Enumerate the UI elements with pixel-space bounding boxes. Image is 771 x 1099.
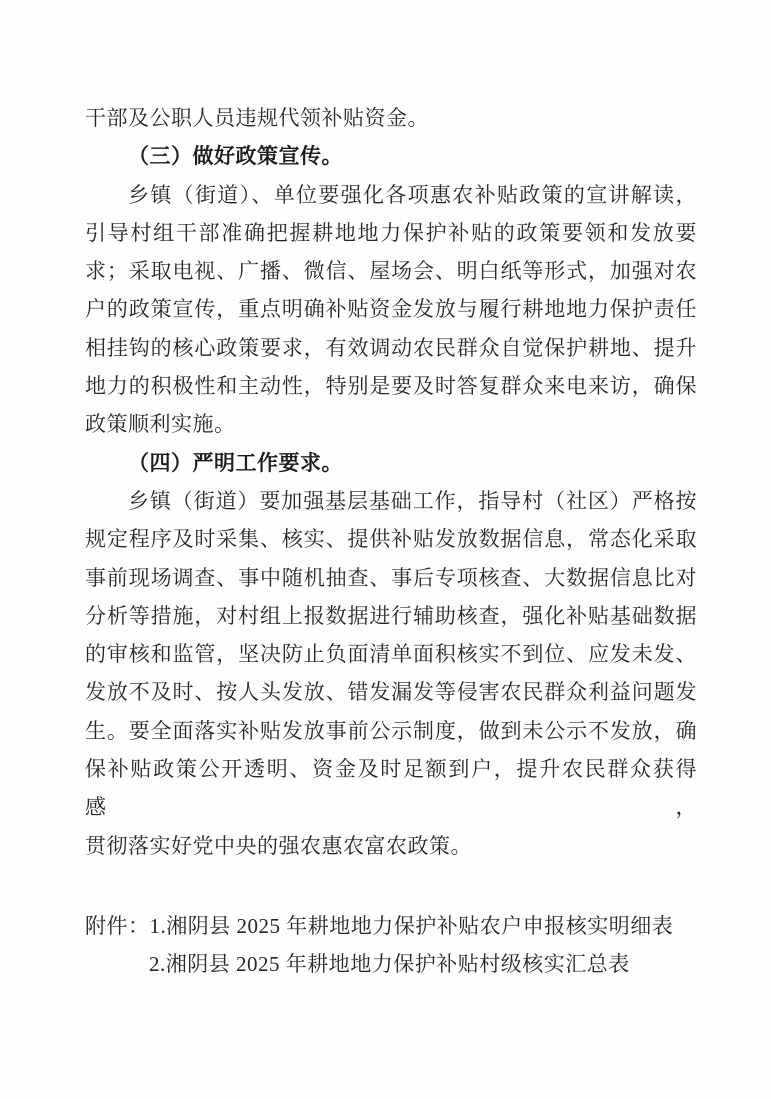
- section-heading-three: （三）做好政策宣传。: [128, 144, 343, 169]
- attachment-line-2: 2.湘阴县 2025 年耕地地力保护补贴村级核实汇总表: [149, 952, 630, 977]
- body-line: 求；采取电视、广播、微信、屋场会、明白纸等形式，加强对农: [85, 259, 697, 284]
- attachment-line-1: 附件：1.湘阴县 2025 年耕地地力保护补贴农户申报核实明细表: [85, 913, 674, 938]
- section-heading-four: （四）严明工作要求。: [128, 450, 343, 475]
- body-line: 生。要全面落实补贴发放事前公示制度，做到未公示不发放，确: [85, 718, 697, 743]
- body-line: 相挂钩的核心政策要求，有效调动农民群众自觉保护耕地、提升: [85, 335, 697, 360]
- body-line: 事前现场调查、事中随机抽查、事后专项核查、大数据信息比对: [85, 565, 697, 590]
- body-line: 干部及公职人员违规代领补贴资金。: [85, 106, 429, 130]
- body-line: 分析等措施，对村组上报数据进行辅助核查，强化补贴基础数据: [85, 603, 697, 628]
- body-line: 发放不及时、按人头发放、错发漏发等侵害农民群众利益问题发: [85, 680, 697, 705]
- body-line: 乡镇（街道）要加强基层基础工作，指导村（社区）严格按: [128, 488, 697, 513]
- body-line: 地力的积极性和主动性，特别是要及时答复群众来电来访，确保: [85, 374, 697, 399]
- body-line: 规定程序及时采集、核实、提供补贴发放数据信息，常态化采取: [85, 527, 697, 552]
- body-line: 户的政策宣传，重点明确补贴资金发放与履行耕地地力保护责任: [85, 297, 697, 322]
- body-line: 的审核和监管，坚决防止负面清单面积核实不到位、应发未发、: [85, 642, 697, 667]
- body-line: 引导村组干部准确把握耕地地力保护补贴的政策要领和发放要: [85, 220, 697, 245]
- body-line: 政策顺利实施。: [85, 412, 236, 437]
- body-line: 乡镇（街道）、单位要强化各项惠农补贴政策的宣讲解读，: [128, 182, 697, 207]
- body-line: 贯彻落实好党中央的强农惠农富农政策。: [85, 833, 472, 858]
- document-body: [85, 99, 697, 984]
- body-line: 保补贴政策公开透明、资金及时足额到户，提升农民群众获得感，: [85, 757, 697, 820]
- blank-gap: [85, 865, 697, 907]
